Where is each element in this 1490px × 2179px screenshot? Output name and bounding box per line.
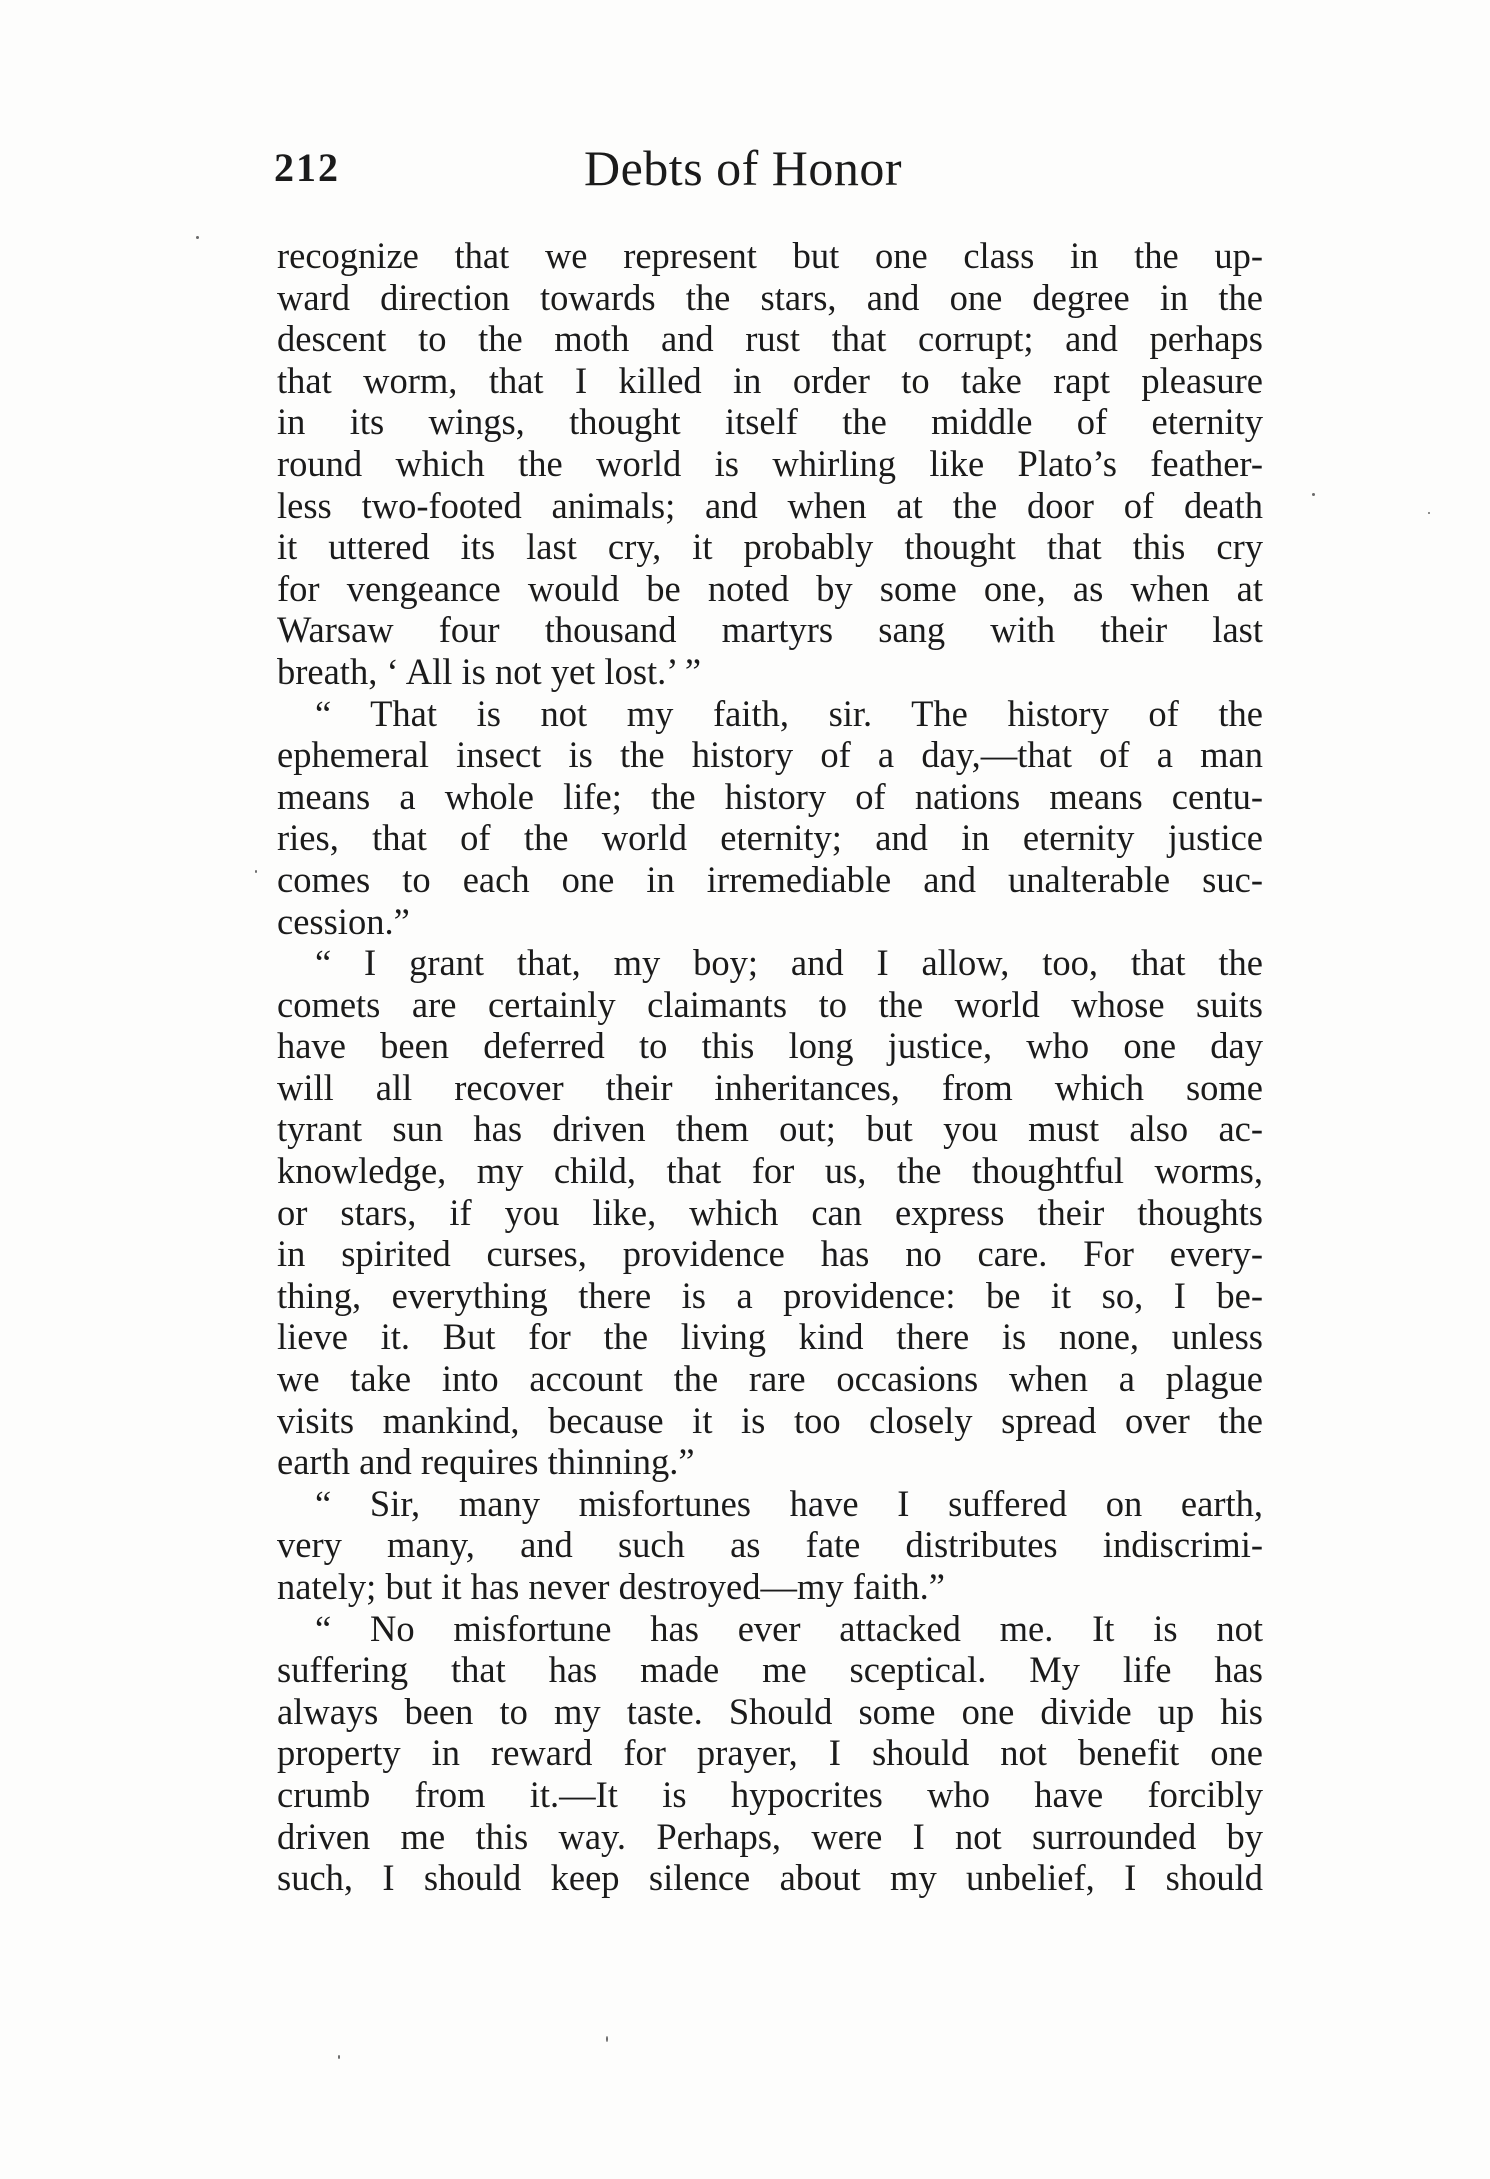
text-line: ward direction towards the stars, and one degree in the — [277, 276, 1263, 318]
text-line: “ No misfortune has ever attacked me. It is not — [315, 1607, 1263, 1649]
text-line: cession.” — [277, 900, 410, 942]
text-line: breath, ‘ All is not yet lost.’ ” — [277, 650, 702, 692]
text-line: very many, and such as fate distributes indiscrimi- — [277, 1524, 1263, 1566]
text-line: thing, everything there is a providence: be it so, I be- — [277, 1274, 1263, 1316]
text-line: that worm, that I killed in order to take rapt pleasure — [277, 359, 1263, 401]
text-line: ephemeral insect is the history of a day,—that of a man — [277, 734, 1263, 776]
text-line: less two-footed animals; and when at the door of death — [277, 484, 1263, 526]
body-text — [277, 235, 1263, 1899]
scan-speck — [606, 2036, 608, 2042]
scan-speck — [255, 870, 257, 873]
text-line: in spirited curses, providence has no care. For every- — [277, 1233, 1263, 1275]
text-line: in its wings, thought itself the middle of eternity — [277, 401, 1263, 443]
text-line: “ I grant that, my boy; and I allow, too, that the — [315, 942, 1263, 984]
text-line: crumb from it.—It is hypocrites who have forcibly — [277, 1773, 1263, 1815]
text-line: “ Sir, many misfortunes have I suffered on earth, — [315, 1482, 1263, 1524]
text-line: will all recover their inheritances, from which some — [277, 1066, 1263, 1108]
running-title: Debts of Honor — [584, 140, 903, 196]
text-line: visits mankind, because it is too closely spread over the — [277, 1399, 1263, 1441]
text-line: recognize that we represent but one class in the up- — [277, 235, 1263, 276]
text-line: comes to each one in irremediable and unalterable suc- — [277, 858, 1263, 900]
text-line: driven me this way. Perhaps, were I not surrounded by — [277, 1815, 1263, 1857]
text-line: Warsaw four thousand martyrs sang with their last — [277, 609, 1263, 651]
scan-speck — [196, 236, 199, 239]
text-line: knowledge, my child, that for us, the thoughtful worms, — [277, 1150, 1263, 1192]
text-line: round which the world is whirling like Plato’s feather- — [277, 442, 1263, 484]
text-line: comets are certainly claimants to the world whose suits — [277, 983, 1263, 1025]
scan-speck — [1312, 493, 1315, 496]
text-line: earth and requires thinning.” — [277, 1441, 695, 1483]
text-line: property in reward for prayer, I should not benefit one — [277, 1732, 1263, 1774]
text-line: means a whole life; the history of nations means centu- — [277, 775, 1263, 817]
page-number: 212 — [274, 145, 340, 190]
text-line: lieve it. But for the living kind there is none, unless — [277, 1316, 1263, 1358]
text-line: or stars, if you like, which can express their thoughts — [277, 1191, 1263, 1233]
scan-speck — [338, 2055, 340, 2059]
page-header — [274, 138, 1264, 198]
text-line: descent to the moth and rust that corrupt; and perhaps — [277, 318, 1263, 360]
text-line: tyrant sun has driven them out; but you must also ac- — [277, 1108, 1263, 1150]
text-line: such, I should keep silence about my unbelief, I should — [277, 1857, 1263, 1899]
scan-speck — [1428, 512, 1430, 514]
text-line: always been to my taste. Should some one divide up his — [277, 1690, 1263, 1732]
text-line: for vengeance would be noted by some one, as when at — [277, 567, 1263, 609]
text-line: nately; but it has never destroyed—my faith.” — [277, 1566, 945, 1607]
text-line: ries, that of the world eternity; and in eternity justice — [277, 817, 1263, 859]
text-line: “ That is not my faith, sir. The history of the — [315, 692, 1263, 734]
text-line: have been deferred to this long justice, who one day — [277, 1025, 1263, 1067]
text-line: we take into account the rare occasions when a plague — [277, 1358, 1263, 1400]
text-line: suffering that has made me sceptical. My life has — [277, 1649, 1263, 1691]
text-line: it uttered its last cry, it probably thought that this cry — [277, 526, 1263, 568]
